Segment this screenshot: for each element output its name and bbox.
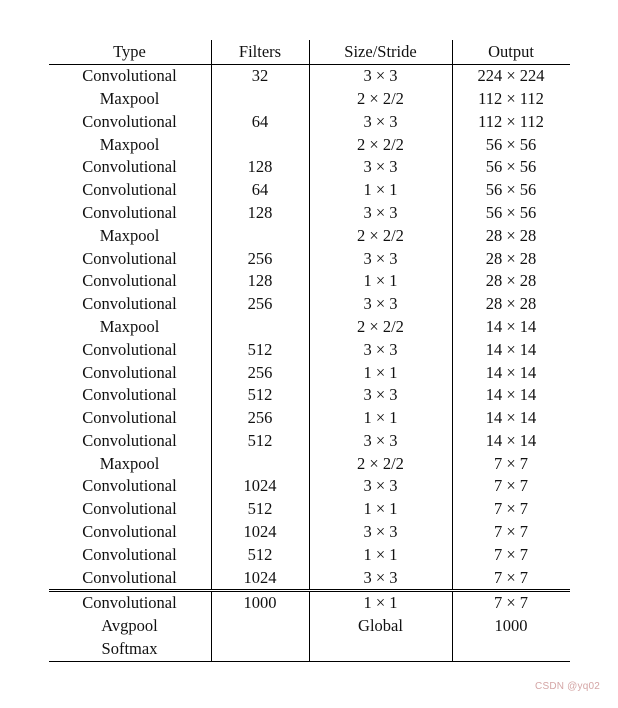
table-row	[49, 361, 570, 384]
table-cell: 256	[211, 361, 309, 384]
table-cell: 1 × 1	[309, 498, 452, 521]
table-cell: 3 × 3	[309, 567, 452, 591]
table-cell: 14 × 14	[452, 339, 570, 362]
table-row	[49, 475, 570, 498]
table-cell: Maxpool	[99, 453, 160, 473]
table-cell: 7 × 7	[452, 475, 570, 498]
table-cell: Convolutional	[82, 248, 177, 268]
architecture-table	[49, 40, 570, 662]
table-cell: 14 × 14	[452, 384, 570, 407]
table-body	[49, 65, 570, 591]
table-cell: 3 × 3	[309, 384, 452, 407]
table-row	[49, 339, 570, 362]
table-cell	[211, 638, 309, 661]
table-cell: 56 × 56	[452, 202, 570, 225]
table-cell	[211, 316, 309, 339]
table-cell: 3 × 3	[309, 156, 452, 179]
table-cell: 3 × 3	[309, 293, 452, 316]
table-row	[49, 567, 570, 591]
table-cell	[211, 615, 309, 638]
table-cell: 224 × 224	[452, 65, 570, 88]
table-cell	[211, 133, 309, 156]
table-cell: 64	[211, 179, 309, 202]
table-cell: 7 × 7	[452, 498, 570, 521]
table-cell: 7 × 7	[452, 544, 570, 567]
table-cell: Convolutional	[82, 66, 177, 86]
table-cell: Convolutional	[82, 476, 177, 496]
table-row	[49, 453, 570, 476]
table-cell: Global	[309, 615, 452, 638]
table-cell: 56 × 56	[452, 156, 570, 179]
table-cell: 3 × 3	[309, 339, 452, 362]
table-cell: 32	[211, 65, 309, 88]
table-cell: 14 × 14	[452, 361, 570, 384]
table-cell	[211, 453, 309, 476]
table-cell: Convolutional	[82, 180, 177, 200]
table-cell: 256	[211, 247, 309, 270]
table-cell: 2 × 2/2	[309, 133, 452, 156]
table-row	[49, 247, 570, 270]
table-cell: Convolutional	[82, 499, 177, 519]
table-cell: 1 × 1	[309, 407, 452, 430]
table-header-row	[49, 40, 570, 65]
table-cell: 14 × 14	[452, 316, 570, 339]
table-cell: Convolutional	[82, 271, 177, 291]
table-cell: 128	[211, 156, 309, 179]
table-cell: Convolutional	[82, 385, 177, 405]
table-cell: 28 × 28	[452, 270, 570, 293]
table-cell: 28 × 28	[452, 247, 570, 270]
table-cell: Convolutional	[82, 544, 177, 564]
table-row	[49, 615, 570, 638]
table-cell: 2 × 2/2	[309, 225, 452, 248]
table-row	[49, 202, 570, 225]
table-row	[49, 111, 570, 134]
table-cell: 512	[211, 339, 309, 362]
table-cell: 56 × 56	[452, 133, 570, 156]
table-cell: Maxpool	[99, 225, 160, 245]
table-row	[49, 544, 570, 567]
table-row	[49, 133, 570, 156]
table-cell: 1 × 1	[309, 270, 452, 293]
table-cell: 64	[211, 111, 309, 134]
table-row	[49, 430, 570, 453]
table-footer	[49, 591, 570, 661]
table-cell: 3 × 3	[309, 430, 452, 453]
table-row	[49, 407, 570, 430]
watermark: CSDN @yq02	[535, 681, 600, 692]
table-cell: 2 × 2/2	[309, 316, 452, 339]
table-cell	[211, 88, 309, 111]
table-cell: 256	[211, 293, 309, 316]
table-row	[49, 179, 570, 202]
table-cell: 2 × 2/2	[309, 88, 452, 111]
table-cell: Convolutional	[82, 157, 177, 177]
table-cell: 3 × 3	[309, 111, 452, 134]
header-cell-size: Size/Stride	[309, 40, 452, 65]
header-cell-output: Output	[452, 40, 570, 65]
table-cell: Convolutional	[82, 202, 177, 222]
table-cell: 3 × 3	[309, 475, 452, 498]
table-row	[49, 521, 570, 544]
table-cell: 256	[211, 407, 309, 430]
table-cell: 3 × 3	[309, 202, 452, 225]
table-cell: 14 × 14	[452, 430, 570, 453]
table-cell: 14 × 14	[452, 407, 570, 430]
table-cell: Convolutional	[82, 362, 177, 382]
table-header	[49, 40, 570, 65]
table-cell: Maxpool	[99, 134, 160, 154]
table-cell: 28 × 28	[452, 225, 570, 248]
header-cell-type: Type	[49, 40, 212, 65]
table-cell: 56 × 56	[452, 179, 570, 202]
table-cell	[309, 638, 452, 661]
table-cell: 128	[211, 202, 309, 225]
table-cell: 1000	[452, 615, 570, 638]
table-cell: 1 × 1	[309, 179, 452, 202]
table-cell: 512	[211, 498, 309, 521]
table-row	[49, 65, 570, 88]
table-row	[49, 156, 570, 179]
table-cell: 112 × 112	[452, 88, 570, 111]
table-cell: 2 × 2/2	[309, 453, 452, 476]
table-cell: 3 × 3	[309, 521, 452, 544]
table-cell: 1 × 1	[309, 361, 452, 384]
table-row	[49, 293, 570, 316]
table-cell: 1024	[211, 567, 309, 591]
table-cell: Convolutional	[82, 430, 177, 450]
table-row	[49, 638, 570, 661]
table-cell: 1024	[211, 475, 309, 498]
table-cell: Softmax	[101, 639, 158, 659]
table-cell: 1 × 1	[309, 591, 452, 615]
table-cell: Convolutional	[82, 339, 177, 359]
table-cell: Maxpool	[99, 88, 160, 108]
table-cell: 7 × 7	[452, 591, 570, 615]
table-cell: 7 × 7	[452, 567, 570, 591]
table-row	[49, 225, 570, 248]
table-cell: 3 × 3	[309, 65, 452, 88]
table-cell: 128	[211, 270, 309, 293]
table-cell: Convolutional	[82, 522, 177, 542]
table-cell: 1024	[211, 521, 309, 544]
table-cell: 512	[211, 430, 309, 453]
table-cell: Convolutional	[82, 294, 177, 314]
table-cell: Maxpool	[99, 316, 160, 336]
table-cell	[452, 638, 570, 661]
table-row	[49, 316, 570, 339]
table-cell: Convolutional	[82, 111, 177, 131]
table-cell: 7 × 7	[452, 521, 570, 544]
table-cell: Convolutional	[82, 593, 177, 613]
table-cell: Avgpool	[101, 616, 158, 636]
table-cell: 3 × 3	[309, 247, 452, 270]
table-cell: 1 × 1	[309, 544, 452, 567]
table-cell: 28 × 28	[452, 293, 570, 316]
header-cell-filters: Filters	[211, 40, 309, 65]
table-row	[49, 384, 570, 407]
table-cell: 512	[211, 544, 309, 567]
table-cell: Convolutional	[49, 567, 212, 591]
table-row	[49, 88, 570, 111]
table-cell: 512	[211, 384, 309, 407]
table-cell: Convolutional	[82, 408, 177, 428]
table-cell: 7 × 7	[452, 453, 570, 476]
table-cell: 112 × 112	[452, 111, 570, 134]
table-row	[49, 591, 570, 615]
table-cell	[211, 225, 309, 248]
table-cell: 1000	[211, 591, 309, 615]
table-row	[49, 498, 570, 521]
table-row	[49, 270, 570, 293]
